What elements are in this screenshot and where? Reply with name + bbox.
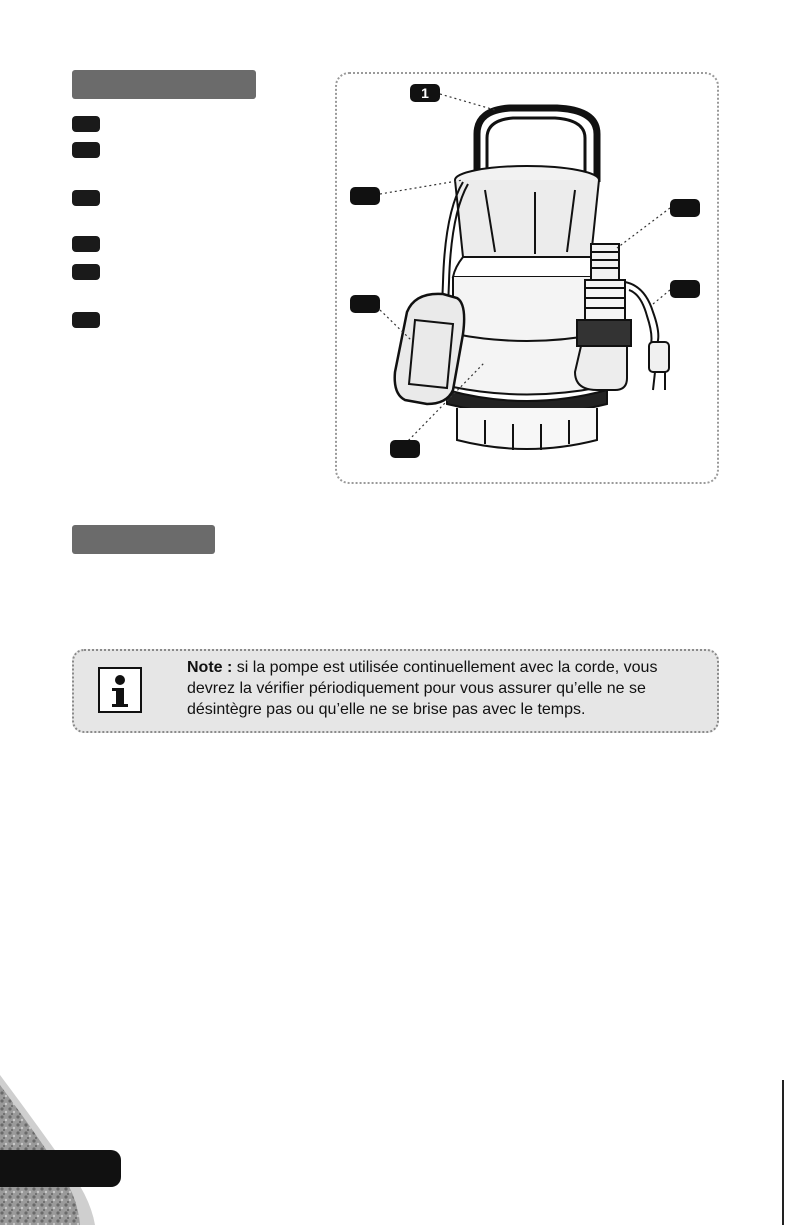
legend-badge bbox=[72, 190, 100, 206]
callout bbox=[670, 280, 700, 298]
section-header-bar bbox=[72, 525, 215, 554]
callout-1: 1 bbox=[410, 84, 440, 102]
page-number-tab bbox=[0, 1150, 121, 1187]
note-body: si la pompe est utilisée continuellement avec la corde, vous devrez la vérifier périodiquement pour vous assurer qu’elle ne se désintègre pas ou qu’elle ne se brise pas avec le temps. bbox=[187, 659, 658, 718]
legend-badge bbox=[72, 312, 100, 328]
note-label: Note : bbox=[187, 659, 233, 676]
pump-illustration bbox=[335, 72, 719, 484]
legend-badge bbox=[72, 142, 100, 158]
callout bbox=[350, 187, 380, 205]
section-header-bar bbox=[72, 70, 256, 99]
note-box bbox=[72, 649, 719, 733]
legend-badge bbox=[72, 236, 100, 252]
callout bbox=[390, 440, 420, 458]
note-text bbox=[187, 657, 707, 720]
info-icon bbox=[98, 667, 142, 713]
page-edge-rule bbox=[782, 1080, 784, 1225]
callout bbox=[350, 295, 380, 313]
legend-badge bbox=[72, 116, 100, 132]
callout bbox=[670, 199, 700, 217]
legend-badge bbox=[72, 264, 100, 280]
